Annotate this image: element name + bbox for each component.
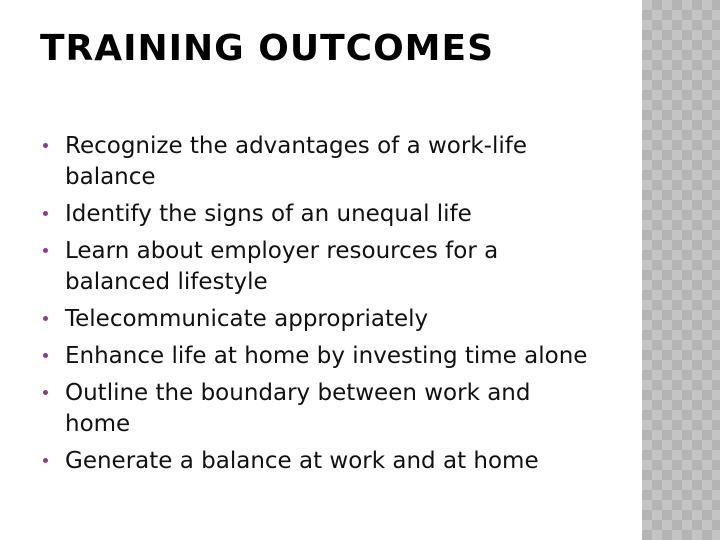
bullet-item: [40, 378, 600, 440]
bullet-dot-icon: [43, 211, 48, 216]
bullet-text: Recognize the advantages of a work-life balance: [65, 133, 527, 190]
bullet-item: [40, 236, 600, 298]
bullet-dot-icon: [43, 390, 48, 395]
bullet-text: Identify the signs of an unequal life: [65, 201, 472, 227]
bullet-text: Enhance life at home by investing time alone: [65, 343, 588, 369]
decorative-pattern-panel: [642, 0, 720, 540]
bullet-text: Learn about employer resources for a balanced lifestyle: [65, 238, 499, 295]
bullet-dot-icon: [43, 143, 48, 148]
bullet-item: [40, 341, 600, 372]
bullet-item: [40, 199, 600, 230]
bullet-item: [40, 304, 600, 335]
slide-title: TRAINING OUTCOMES: [40, 28, 495, 69]
bullet-text: Outline the boundary between work and home: [65, 380, 531, 437]
bullet-text: Generate a balance at work and at home: [65, 448, 539, 474]
bullet-dot-icon: [43, 316, 48, 321]
bullet-list: [40, 131, 600, 483]
bullet-item: [40, 131, 600, 193]
bullet-item: [40, 446, 600, 477]
bullet-dot-icon: [43, 353, 48, 358]
bullet-dot-icon: [43, 248, 48, 253]
bullet-dot-icon: [43, 458, 48, 463]
bullet-text: Telecommunicate appropriately: [65, 306, 429, 332]
